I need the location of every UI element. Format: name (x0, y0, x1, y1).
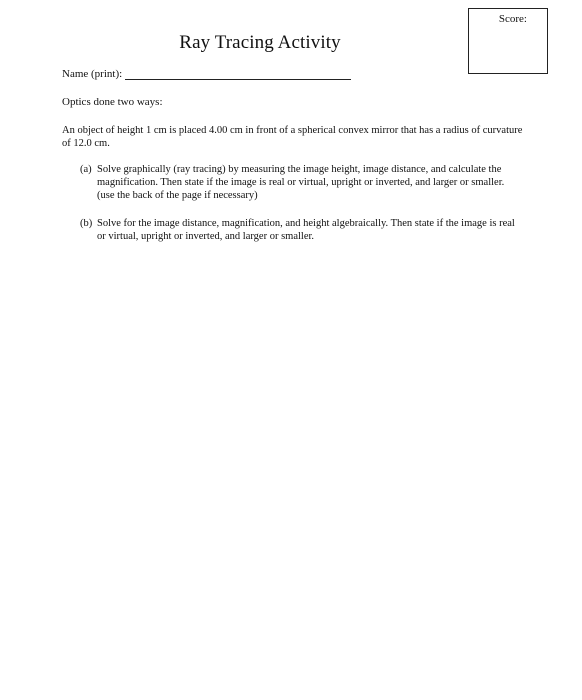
name-label: Name (print): (62, 68, 123, 80)
question-label: (b) (80, 218, 93, 229)
problem-statement: An object of height 1 cm is placed 4.00 cm in front of a spherical convex mirror that has a radius of curvature of 12.0 cm. (62, 125, 523, 149)
name-blank-line (125, 68, 351, 80)
page-title: Ray Tracing Activity (179, 32, 341, 53)
score-box (468, 8, 548, 74)
score-label: Score: (498, 13, 527, 25)
question-part-b (80, 217, 520, 243)
question-text: Solve graphically (ray tracing) by measuring the image height, image distance, and calculate the magnification. Then state if the image is real or virtual, upright or inverted, and larger or smaller. (use the back of the page if necessary) (97, 164, 505, 201)
question-label: (a) (80, 164, 92, 175)
question-part-a (80, 163, 520, 202)
name-field (62, 68, 351, 80)
intro-text: Optics done two ways: (62, 96, 163, 108)
question-text: Solve for the image distance, magnification, and height algebraically. Then state if the image is real or virtual, upright or inverted, and larger or smaller. (97, 218, 515, 242)
